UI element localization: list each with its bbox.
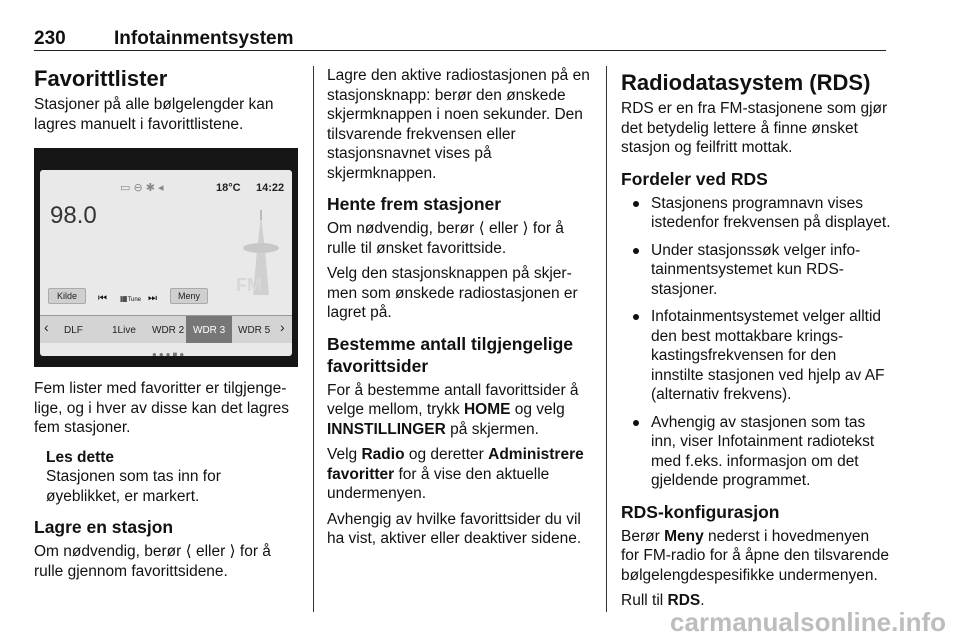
text: .: [700, 592, 705, 609]
status-icons: ▭ ⊖ ✱ ◂: [120, 182, 164, 194]
subheading: Fordeler ved RDS: [621, 168, 768, 189]
subheading: RDS-konfigurasjon: [621, 501, 780, 522]
intro-text: Stasjoner på alle bølgelengder kan lagres manuelt i favorittlistene.: [34, 96, 274, 133]
bullet-icon: [633, 314, 639, 320]
page-header: [34, 28, 886, 51]
list-item-text: Avhengig av stasjonen som tas inn, viser Infotainment radiotekst med f.eks. informasjon om det gjeldende programmet.: [651, 413, 875, 489]
fm-band-label: FM: [236, 275, 262, 295]
subheading: Bestemme antall tilgjengelige favorittsider: [327, 333, 574, 376]
paragraph: Velg den stasjonsknappen på skjermen som ønskede radiostasjonen er lagret på.: [327, 265, 578, 321]
bullet-icon: [633, 201, 639, 207]
source-button[interactable]: Kilde: [48, 288, 86, 304]
paragraph: [621, 527, 891, 586]
paragraph: [327, 381, 593, 440]
text: og deretter: [404, 446, 489, 463]
subheading: Hente frem stasjoner: [327, 194, 502, 214]
list-item: [621, 413, 891, 491]
note-text: Stasjonen som tas inn for øyeblikket, er markert.: [46, 468, 221, 505]
section-heading: Radiodatasystem (RDS): [621, 70, 871, 95]
home-keyword: HOME: [463, 401, 511, 418]
admin-favorites-keyword: Administrere favoritter: [327, 446, 584, 483]
rds-keyword: RDS: [667, 592, 701, 609]
favorite-button-3[interactable]: WDR 2: [152, 325, 185, 336]
intro-text: RDS er en fra FM-stasjonene som gjør det betydelig lettere å finne ønsket stasjon og feilfritt mottak.: [621, 100, 888, 156]
note-box: [46, 448, 296, 507]
bullet-icon: [633, 420, 639, 426]
favorite-button-5[interactable]: WDR 5: [238, 325, 271, 336]
page-number: 230: [34, 28, 66, 49]
column-1: [34, 66, 296, 587]
text: Velg: [327, 446, 362, 463]
column-divider: [606, 66, 607, 612]
favorite-button-1[interactable]: DLF: [64, 325, 83, 336]
clock-readout: 14:22: [256, 182, 285, 194]
list-item-text: Under stasjonssøk velger infotainmentsystemet kun RDS-stasjoner.: [651, 241, 861, 298]
tune-icon[interactable]: ▦Tune: [120, 294, 142, 303]
tune-label: Tune: [127, 297, 142, 303]
bullet-icon: [633, 248, 639, 254]
favorite-button-2[interactable]: 1Live: [112, 325, 136, 336]
list-item-text: Stasjonens programnavn vises istedenfor frekvensen på displayet.: [651, 194, 891, 231]
selected-favorite[interactable]: [186, 316, 232, 343]
text: nederst i hovedmenyen for FM-radio for å åpne den tilsvarende bølgelengdespesifikke undermenyen.: [621, 527, 889, 584]
control-row: [48, 288, 208, 306]
paragraph: [327, 445, 593, 504]
list-item: [621, 241, 891, 300]
settings-keyword: INNSTILLINGER: [327, 420, 446, 438]
list-item: [621, 307, 891, 405]
radio-keyword: Radio: [361, 446, 405, 463]
text: for å vise den aktuelle undermenyen.: [327, 465, 550, 502]
list-item-text: Infotainmentsystemet velger alltid den best mottakbare kringskastingsfrekvensen for den innstilte stasjonen ved hjelp av AF (alternativ frekvens).: [651, 308, 885, 403]
seek-back-icon[interactable]: ⏮: [98, 293, 107, 304]
paragraph: Fem lister med favoritter er tilgjengelige, og i hver av disse kan det lagres fem stasjoner.: [34, 380, 290, 436]
column-2: [327, 66, 593, 555]
frequency-readout: 98.0: [50, 202, 97, 229]
section-heading: Favorittlister: [34, 66, 168, 91]
paragraph: Om nødvendig, berør ⟨ eller ⟩ for å rulle gjennom favorittsidene.: [34, 543, 271, 580]
screen-display: [40, 170, 292, 356]
favorites-bar: [40, 315, 292, 343]
column-3: [621, 70, 891, 617]
watermark: carmanualsonline.info: [670, 607, 946, 637]
temperature-readout: 18°C: [216, 182, 241, 194]
favorite-button-4: WDR 3: [193, 325, 226, 336]
text: Rull til: [621, 592, 668, 609]
page-indicator-dots: ●●●■●: [152, 350, 187, 356]
chevron-right-icon[interactable]: ›: [280, 319, 285, 335]
menu-keyword: Meny: [664, 527, 704, 545]
note-title: Les dette: [46, 448, 115, 466]
text: og velg: [510, 401, 565, 418]
text: For å bestemme antall favorittsider å velge mellom, trykk: [327, 381, 579, 418]
subheading: Lagre en stasjon: [34, 517, 174, 537]
chevron-left-icon[interactable]: ‹: [44, 319, 49, 335]
column-divider: [313, 66, 314, 612]
seek-forward-icon[interactable]: ⏭: [148, 293, 157, 304]
menu-button[interactable]: Meny: [170, 288, 208, 304]
paragraph: Avhengig av hvilke favorittsider du vil ha vist, aktiver eller deaktiver sidene.: [327, 510, 582, 547]
list-item: [621, 194, 891, 233]
paragraph: Om nødvendig, berør ⟨ eller ⟩ for å rulle til ønsket favorittside.: [327, 220, 564, 257]
paragraph: Lagre den aktive radiostasjonen på en stasjonsknapp: berør den ønskede skjermknappen i noen sekunder. Den tilsvarende frekvensen eller stasjonsnavnet vises på skjermknappen.: [327, 67, 590, 182]
infotainment-screen-illustration: [34, 148, 298, 367]
text: Berør: [621, 527, 665, 545]
advantages-list: [621, 194, 891, 491]
page-title: Infotainmentsystem: [114, 28, 294, 49]
text: på skjermen.: [445, 420, 539, 438]
